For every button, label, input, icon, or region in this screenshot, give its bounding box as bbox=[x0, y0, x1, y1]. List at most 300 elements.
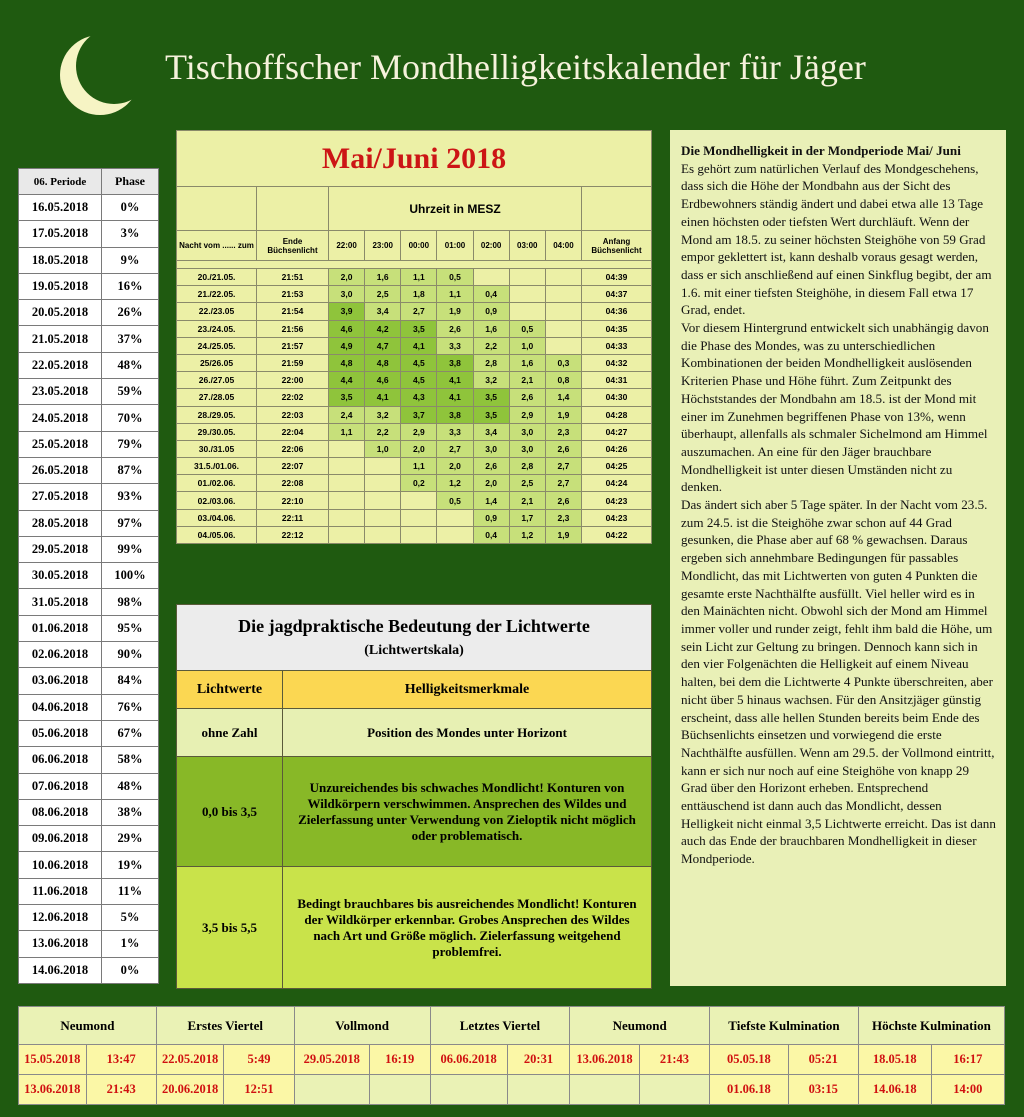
light-value-cell: 2,6 bbox=[545, 492, 581, 509]
light-value-cell: 0,9 bbox=[473, 303, 509, 320]
phase-value: 95% bbox=[102, 615, 159, 641]
phase-row bbox=[19, 852, 159, 878]
phase-row bbox=[19, 878, 159, 904]
phase-row bbox=[19, 273, 159, 299]
light-value-cell bbox=[545, 286, 581, 303]
phase-value: 0% bbox=[102, 957, 159, 983]
night-cell: 24./25.05. bbox=[177, 337, 257, 354]
phase-row bbox=[19, 379, 159, 405]
phase-value: 5% bbox=[102, 905, 159, 931]
start-light-cell: 04:23 bbox=[582, 492, 652, 509]
light-value-cell: 3,0 bbox=[509, 423, 545, 440]
phase-date: 04.06.2018 bbox=[19, 694, 102, 720]
info-text-box bbox=[670, 130, 1006, 986]
phase-table bbox=[18, 168, 159, 984]
light-value-cell: 3,7 bbox=[401, 406, 437, 423]
end-light-cell: 22:11 bbox=[257, 509, 329, 526]
col-hour: 00:00 bbox=[401, 231, 437, 261]
light-value-cell bbox=[329, 526, 365, 543]
start-light-cell: 04:23 bbox=[582, 509, 652, 526]
phase-value: 26% bbox=[102, 300, 159, 326]
end-light-cell: 22:04 bbox=[257, 423, 329, 440]
phase-date: 13.06.2018 bbox=[19, 931, 102, 957]
phase-row bbox=[19, 457, 159, 483]
phase-row bbox=[19, 326, 159, 352]
moon-row bbox=[177, 406, 652, 423]
phase-value: 90% bbox=[102, 642, 159, 668]
phase-header-phase: Phase bbox=[102, 169, 159, 195]
phase-value: 59% bbox=[102, 379, 159, 405]
phase-value: 67% bbox=[102, 720, 159, 746]
light-value-cell bbox=[401, 509, 437, 526]
end-light-cell: 22:12 bbox=[257, 526, 329, 543]
moon-table-heading: Mai/Juni 2018 bbox=[177, 131, 652, 187]
moon-row bbox=[177, 423, 652, 440]
scale-value: 0,0 bis 3,5 bbox=[177, 757, 283, 867]
event-cell: 5:49 bbox=[224, 1045, 294, 1075]
start-light-cell: 04:28 bbox=[582, 406, 652, 423]
phase-value: 79% bbox=[102, 431, 159, 457]
light-value-cell: 2,9 bbox=[509, 406, 545, 423]
phase-date: 08.06.2018 bbox=[19, 799, 102, 825]
event-cell: 12:51 bbox=[224, 1075, 294, 1105]
start-light-cell: 04:31 bbox=[582, 372, 652, 389]
phase-row bbox=[19, 510, 159, 536]
col-start-light: Anfang Büchsenlicht bbox=[582, 231, 652, 261]
end-light-cell: 22:03 bbox=[257, 406, 329, 423]
scale-text: Bedingt brauchbares bis ausreichendes Mondlicht! Konturen der Wildkörper erkennbar. Grobes Ansprechen des Wildes nach Art und Größe möglich. Zielerfassung weitgehend problemfrei. bbox=[283, 867, 652, 989]
end-light-cell: 21:54 bbox=[257, 303, 329, 320]
moon-row bbox=[177, 354, 652, 371]
light-value-cell bbox=[473, 269, 509, 286]
event-header: Neumond bbox=[19, 1007, 157, 1045]
event-cell: 01.06.18 bbox=[710, 1075, 789, 1105]
light-value-cell: 3,3 bbox=[437, 423, 473, 440]
light-value-cell: 0,8 bbox=[545, 372, 581, 389]
light-value-cell: 3,8 bbox=[437, 406, 473, 423]
col-hour: 01:00 bbox=[437, 231, 473, 261]
light-value-cell: 0,5 bbox=[437, 492, 473, 509]
light-value-cell bbox=[545, 303, 581, 320]
page-title: Tischoffscher Mondhelligkeitskalender für Jäger bbox=[165, 47, 866, 87]
light-value-cell: 1,9 bbox=[437, 303, 473, 320]
phase-value: 84% bbox=[102, 668, 159, 694]
light-value-cell: 4,6 bbox=[365, 372, 401, 389]
light-value-cell: 3,2 bbox=[473, 372, 509, 389]
moon-row bbox=[177, 526, 652, 543]
light-value-cell bbox=[545, 269, 581, 286]
phase-date: 07.06.2018 bbox=[19, 773, 102, 799]
light-value-cell: 4,8 bbox=[329, 354, 365, 371]
phase-header-period: 06. Periode bbox=[19, 169, 102, 195]
light-value-cell: 2,0 bbox=[437, 458, 473, 475]
light-value-cell: 2,6 bbox=[437, 320, 473, 337]
event-cell: 20.06.2018 bbox=[156, 1075, 224, 1105]
event-cell: 21:43 bbox=[639, 1045, 709, 1075]
light-value-cell: 0,3 bbox=[545, 354, 581, 371]
phase-value: 29% bbox=[102, 826, 159, 852]
phase-value: 19% bbox=[102, 852, 159, 878]
start-light-cell: 04:36 bbox=[582, 303, 652, 320]
light-value-cell: 2,4 bbox=[329, 406, 365, 423]
light-value-cell: 2,0 bbox=[473, 475, 509, 492]
phase-date: 26.05.2018 bbox=[19, 457, 102, 483]
event-cell: 21:43 bbox=[86, 1075, 156, 1105]
phase-row bbox=[19, 747, 159, 773]
phase-value: 97% bbox=[102, 510, 159, 536]
phase-row bbox=[19, 247, 159, 273]
end-light-cell: 22:10 bbox=[257, 492, 329, 509]
night-cell: 30./31.05 bbox=[177, 440, 257, 457]
phase-row bbox=[19, 431, 159, 457]
light-value-cell: 4,1 bbox=[401, 337, 437, 354]
scale-title: Die jagdpraktische Bedeutung der Lichtwerte bbox=[238, 616, 590, 636]
light-value-cell: 4,1 bbox=[365, 389, 401, 406]
night-cell: 29./30.05. bbox=[177, 423, 257, 440]
phase-row bbox=[19, 905, 159, 931]
start-light-cell: 04:33 bbox=[582, 337, 652, 354]
phase-date: 02.06.2018 bbox=[19, 642, 102, 668]
phase-date: 09.06.2018 bbox=[19, 826, 102, 852]
end-light-cell: 22:00 bbox=[257, 372, 329, 389]
light-value-cell: 3,5 bbox=[401, 320, 437, 337]
light-value-cell bbox=[329, 440, 365, 457]
light-value-cell: 0,2 bbox=[401, 475, 437, 492]
light-value-cell: 3,0 bbox=[329, 286, 365, 303]
light-value-cell: 1,6 bbox=[473, 320, 509, 337]
phase-value: 98% bbox=[102, 589, 159, 615]
phase-value: 38% bbox=[102, 799, 159, 825]
phase-row bbox=[19, 536, 159, 562]
end-light-cell: 21:56 bbox=[257, 320, 329, 337]
light-value-cell bbox=[365, 526, 401, 543]
light-value-cell bbox=[401, 492, 437, 509]
phase-date: 27.05.2018 bbox=[19, 484, 102, 510]
event-cell: 14:00 bbox=[931, 1075, 1004, 1105]
info-paragraph: Es gehört zum natürlichen Verlauf des Mondgeschehens, dass sich die Höhe der Mondbahn aus der Sicht des Erdbewohners ständig ändert und dabei etwa alle 13 Tage einen höchsten oder tiefsten Wert durchläuft. Wenn der Mond am 18.5. zu seiner höchsten Steighöhe von 59 Grad empor geklettert ist, kann deshalb voraus gesagt werden, dass er sich anschließend auf einen Sinkflug begibt, der am 1.6. mit einer tiefsten Steighöhe, in diesem Fall etwa 17 Grad, endet. bbox=[681, 160, 992, 318]
scale-text: Position des Mondes unter Horizont bbox=[283, 709, 652, 757]
light-value-cell bbox=[509, 303, 545, 320]
light-value-cell: 1,1 bbox=[437, 286, 473, 303]
event-cell: 13:47 bbox=[86, 1045, 156, 1075]
phase-value: 16% bbox=[102, 273, 159, 299]
light-value-cell bbox=[437, 509, 473, 526]
event-cell: 05:21 bbox=[788, 1045, 858, 1075]
phase-date: 06.06.2018 bbox=[19, 747, 102, 773]
phase-value: 70% bbox=[102, 405, 159, 431]
light-value-cell bbox=[329, 475, 365, 492]
light-value-cell bbox=[509, 269, 545, 286]
night-cell: 25/26.05 bbox=[177, 354, 257, 371]
phase-row bbox=[19, 826, 159, 852]
light-value-cell: 0,5 bbox=[437, 269, 473, 286]
phase-date: 30.05.2018 bbox=[19, 563, 102, 589]
event-cell: 03:15 bbox=[788, 1075, 858, 1105]
phase-date: 19.05.2018 bbox=[19, 273, 102, 299]
light-value-cell bbox=[329, 492, 365, 509]
event-cell bbox=[570, 1075, 639, 1105]
light-value-cell: 3,9 bbox=[329, 303, 365, 320]
phase-date: 24.05.2018 bbox=[19, 405, 102, 431]
night-cell: 23./24.05. bbox=[177, 320, 257, 337]
light-value-cell: 0,9 bbox=[473, 509, 509, 526]
phase-value: 37% bbox=[102, 326, 159, 352]
night-cell: 03./04.06. bbox=[177, 509, 257, 526]
night-cell: 01./02.06. bbox=[177, 475, 257, 492]
light-value-cell: 4,7 bbox=[365, 337, 401, 354]
phase-value: 93% bbox=[102, 484, 159, 510]
light-value-cell: 4,5 bbox=[401, 372, 437, 389]
phase-row bbox=[19, 694, 159, 720]
light-value-cell: 1,0 bbox=[365, 440, 401, 457]
light-value-cell: 2,6 bbox=[545, 440, 581, 457]
light-value-cell bbox=[365, 492, 401, 509]
phase-row bbox=[19, 668, 159, 694]
light-value-cell: 2,3 bbox=[545, 423, 581, 440]
light-value-cell: 2,0 bbox=[329, 269, 365, 286]
phase-row bbox=[19, 352, 159, 378]
light-value-cell: 2,2 bbox=[365, 423, 401, 440]
event-cell: 14.06.18 bbox=[858, 1075, 931, 1105]
light-value-cell: 2,8 bbox=[509, 458, 545, 475]
event-cell: 16:17 bbox=[931, 1045, 1004, 1075]
phase-date: 28.05.2018 bbox=[19, 510, 102, 536]
light-value-cell: 1,8 bbox=[401, 286, 437, 303]
light-value-cell: 3,2 bbox=[365, 406, 401, 423]
light-value-cell: 1,4 bbox=[473, 492, 509, 509]
phase-value: 48% bbox=[102, 773, 159, 799]
light-value-cell bbox=[545, 320, 581, 337]
light-value-cell: 1,4 bbox=[545, 389, 581, 406]
start-light-cell: 04:30 bbox=[582, 389, 652, 406]
moon-row bbox=[177, 337, 652, 354]
event-cell: 20:31 bbox=[507, 1045, 570, 1075]
event-row bbox=[19, 1075, 1005, 1105]
phase-row bbox=[19, 300, 159, 326]
light-value-cell: 4,8 bbox=[365, 354, 401, 371]
phase-row bbox=[19, 642, 159, 668]
event-cell: 15.05.2018 bbox=[19, 1045, 87, 1075]
event-cell bbox=[507, 1075, 570, 1105]
start-light-cell: 04:37 bbox=[582, 286, 652, 303]
phase-value: 87% bbox=[102, 457, 159, 483]
night-cell: 26./27.05 bbox=[177, 372, 257, 389]
event-cell: 22.05.2018 bbox=[156, 1045, 224, 1075]
end-light-cell: 21:51 bbox=[257, 269, 329, 286]
light-value-cell: 2,3 bbox=[545, 509, 581, 526]
phase-value: 76% bbox=[102, 694, 159, 720]
phase-row bbox=[19, 221, 159, 247]
info-heading: Die Mondhelligkeit in der Mondperiode Mai/ Juni bbox=[681, 143, 961, 158]
moon-row bbox=[177, 492, 652, 509]
phase-row bbox=[19, 799, 159, 825]
scale-col-features: Helligkeitsmerkmale bbox=[283, 671, 652, 709]
event-header: Vollmond bbox=[294, 1007, 430, 1045]
end-light-cell: 22:08 bbox=[257, 475, 329, 492]
phase-date: 31.05.2018 bbox=[19, 589, 102, 615]
light-value-cell bbox=[401, 526, 437, 543]
light-value-cell bbox=[365, 509, 401, 526]
light-value-cell: 3,0 bbox=[509, 440, 545, 457]
light-value-cell: 1,2 bbox=[509, 526, 545, 543]
phase-row bbox=[19, 957, 159, 983]
light-value-cell: 1,9 bbox=[545, 526, 581, 543]
moon-row bbox=[177, 320, 652, 337]
phase-date: 14.06.2018 bbox=[19, 957, 102, 983]
phase-row bbox=[19, 563, 159, 589]
end-light-cell: 22:02 bbox=[257, 389, 329, 406]
scale-col-values: Lichtwerte bbox=[177, 671, 283, 709]
scale-subtitle: (Lichtwertskala) bbox=[364, 643, 464, 658]
light-value-cell: 2,7 bbox=[437, 440, 473, 457]
phase-value: 11% bbox=[102, 878, 159, 904]
phase-value: 1% bbox=[102, 931, 159, 957]
light-value-cell: 2,1 bbox=[509, 372, 545, 389]
light-scale-table bbox=[176, 604, 652, 989]
start-light-cell: 04:26 bbox=[582, 440, 652, 457]
scale-value: 3,5 bis 5,5 bbox=[177, 867, 283, 989]
light-value-cell: 1,9 bbox=[545, 406, 581, 423]
event-header: Erstes Viertel bbox=[156, 1007, 294, 1045]
light-value-cell: 3,8 bbox=[437, 354, 473, 371]
event-header: Tiefste Kulmination bbox=[710, 1007, 859, 1045]
time-heading: Uhrzeit in MESZ bbox=[329, 187, 582, 231]
light-value-cell: 4,6 bbox=[329, 320, 365, 337]
event-cell bbox=[294, 1075, 369, 1105]
light-value-cell: 4,1 bbox=[437, 372, 473, 389]
light-value-cell: 2,5 bbox=[509, 475, 545, 492]
night-cell: 22./23.05 bbox=[177, 303, 257, 320]
moon-row bbox=[177, 269, 652, 286]
start-light-cell: 04:27 bbox=[582, 423, 652, 440]
light-value-cell: 2,6 bbox=[473, 458, 509, 475]
light-value-cell: 4,1 bbox=[437, 389, 473, 406]
moon-events-table bbox=[18, 1006, 1005, 1105]
phase-date: 03.06.2018 bbox=[19, 668, 102, 694]
info-paragraph: Vor diesem Hintergrund entwickelt sich unabhängig davon die Phase des Mondes, was zu unterschiedlichen Kombinationen der beiden Mondhelligkeit auslösenden Kriterien Phase und Höhe führt. Zum Zeitpunkt des Höchststandes der Mondbahn am 18.5. ist der Mond mit einer im Zunehmen begriffenen Phase von 13%, wenn überhaupt, allenfalls als schmaler Sichelmond am Himmel auszumachen. An eine für den Jäger brauchbare Mondhelligkeit ist unter diesen Umständen nicht zu denken. bbox=[681, 320, 989, 495]
light-value-cell: 1,1 bbox=[329, 423, 365, 440]
end-light-cell: 21:57 bbox=[257, 337, 329, 354]
light-value-cell: 2,1 bbox=[509, 492, 545, 509]
light-value-cell: 1,7 bbox=[509, 509, 545, 526]
col-hour: 22:00 bbox=[329, 231, 365, 261]
moon-row bbox=[177, 475, 652, 492]
light-value-cell: 3,5 bbox=[473, 406, 509, 423]
phase-value: 9% bbox=[102, 247, 159, 273]
night-cell: 21./22.05. bbox=[177, 286, 257, 303]
col-night: Nacht vom ...... zum bbox=[177, 231, 257, 261]
moon-row bbox=[177, 458, 652, 475]
light-value-cell: 1,6 bbox=[509, 354, 545, 371]
col-hour: 02:00 bbox=[473, 231, 509, 261]
event-row bbox=[19, 1045, 1005, 1075]
event-cell bbox=[369, 1075, 430, 1105]
light-value-cell: 4,3 bbox=[401, 389, 437, 406]
phase-value: 100% bbox=[102, 563, 159, 589]
crescent-moon-icon bbox=[58, 30, 142, 120]
light-value-cell: 2,9 bbox=[401, 423, 437, 440]
col-hour: 23:00 bbox=[365, 231, 401, 261]
phase-value: 99% bbox=[102, 536, 159, 562]
event-header: Neumond bbox=[570, 1007, 710, 1045]
light-value-cell bbox=[365, 475, 401, 492]
light-value-cell: 1,0 bbox=[509, 337, 545, 354]
end-light-cell: 22:06 bbox=[257, 440, 329, 457]
phase-row bbox=[19, 773, 159, 799]
light-value-cell: 1,1 bbox=[401, 269, 437, 286]
light-value-cell bbox=[329, 509, 365, 526]
phase-date: 20.05.2018 bbox=[19, 300, 102, 326]
phase-date: 05.06.2018 bbox=[19, 720, 102, 746]
scale-value: ohne Zahl bbox=[177, 709, 283, 757]
phase-date: 16.05.2018 bbox=[19, 195, 102, 221]
phase-date: 25.05.2018 bbox=[19, 431, 102, 457]
event-cell: 16:19 bbox=[369, 1045, 430, 1075]
light-value-cell: 4,5 bbox=[401, 354, 437, 371]
info-paragraph: Das ändert sich aber 5 Tage später. In der Nacht vom 23.5. zum 24.5. ist die Steighöhe zwar schon auf 44 Grad gesunken, die Phase aber auf 68 % gewachsen. Daraus ergeben sich annehmbare Bedingungen für passables Mondlicht, das mit Lichtwerten von guten 4 Punkten die gesamte erste Nachthälfte ausfüllt. Viel heller wird es in den Mainächten nicht. Obwohl sich der Mond am Himmel immer voller und runder zeigt, fehlt ihm bald die Höhe, um sein Licht zur Geltung zu bringen. Dennoch kann sich in den vier Folgenächten die Helligkeit auf einem Niveau halten, bei dem die Lichtwerte 4 Punkte überschreiten, aber nicht über 5 hinaus wachsen. Für den Ansitzjäger günstig erscheint, dass alle hellen Stunden bereits beim Ende des Büchsenlichts einsetzen und vorwiegend die erste Nachthälfte ausfüllen. Wenn am 29.5. der Vollmond eintritt, kann er sich nur noch auf eine Steighöhe von knapp 29 Grad über den Horizont erheben. Entsprechend enttäuschend ist dann auch das Mondlicht, dessen Helligkeit nicht einmal 3,5 Lichtwerte erreicht. Das ist dann auch das Ende der brauchbaren Mondhelligkeit in dieser Mondperiode. bbox=[681, 497, 996, 867]
light-value-cell bbox=[365, 458, 401, 475]
phase-value: 48% bbox=[102, 352, 159, 378]
col-hour: 04:00 bbox=[545, 231, 581, 261]
light-value-cell: 0,4 bbox=[473, 286, 509, 303]
event-cell: 06.06.2018 bbox=[430, 1045, 507, 1075]
light-value-cell: 4,2 bbox=[365, 320, 401, 337]
end-light-cell: 21:53 bbox=[257, 286, 329, 303]
col-hour: 03:00 bbox=[509, 231, 545, 261]
night-cell: 28./29.05. bbox=[177, 406, 257, 423]
phase-date: 10.06.2018 bbox=[19, 852, 102, 878]
start-light-cell: 04:32 bbox=[582, 354, 652, 371]
start-light-cell: 04:24 bbox=[582, 475, 652, 492]
scale-text: Unzureichendes bis schwaches Mondlicht! Konturen von Wildkörpern verschwimmen. Ansprechen des Wildes und Zielerfassung unter Verwendung von Zieloptik nicht möglich oder problematisch. bbox=[283, 757, 652, 867]
night-cell: 31.5./01.06. bbox=[177, 458, 257, 475]
phase-date: 18.05.2018 bbox=[19, 247, 102, 273]
light-value-cell: 3,4 bbox=[365, 303, 401, 320]
light-value-cell: 3,5 bbox=[329, 389, 365, 406]
phase-row bbox=[19, 931, 159, 957]
light-value-cell: 3,5 bbox=[473, 389, 509, 406]
phase-date: 12.06.2018 bbox=[19, 905, 102, 931]
night-cell: 27./28.05 bbox=[177, 389, 257, 406]
start-light-cell: 04:22 bbox=[582, 526, 652, 543]
phase-value: 3% bbox=[102, 221, 159, 247]
phase-row bbox=[19, 615, 159, 641]
light-value-cell: 0,5 bbox=[509, 320, 545, 337]
light-value-cell: 1,2 bbox=[437, 475, 473, 492]
moon-row bbox=[177, 440, 652, 457]
phase-row bbox=[19, 484, 159, 510]
light-value-cell: 1,1 bbox=[401, 458, 437, 475]
night-cell: 02./03.06. bbox=[177, 492, 257, 509]
event-cell: 13.06.2018 bbox=[19, 1075, 87, 1105]
phase-date: 23.05.2018 bbox=[19, 379, 102, 405]
light-value-cell: 2,0 bbox=[401, 440, 437, 457]
start-light-cell: 04:35 bbox=[582, 320, 652, 337]
light-value-cell: 2,6 bbox=[509, 389, 545, 406]
start-light-cell: 04:25 bbox=[582, 458, 652, 475]
phase-row bbox=[19, 405, 159, 431]
light-value-cell: 2,8 bbox=[473, 354, 509, 371]
event-header: Letztes Viertel bbox=[430, 1007, 570, 1045]
event-cell: 18.05.18 bbox=[858, 1045, 931, 1075]
light-value-cell: 4,4 bbox=[329, 372, 365, 389]
start-light-cell: 04:39 bbox=[582, 269, 652, 286]
light-value-cell: 3,4 bbox=[473, 423, 509, 440]
moon-brightness-table bbox=[176, 130, 652, 544]
event-cell bbox=[639, 1075, 709, 1105]
end-light-cell: 22:07 bbox=[257, 458, 329, 475]
moon-row bbox=[177, 286, 652, 303]
